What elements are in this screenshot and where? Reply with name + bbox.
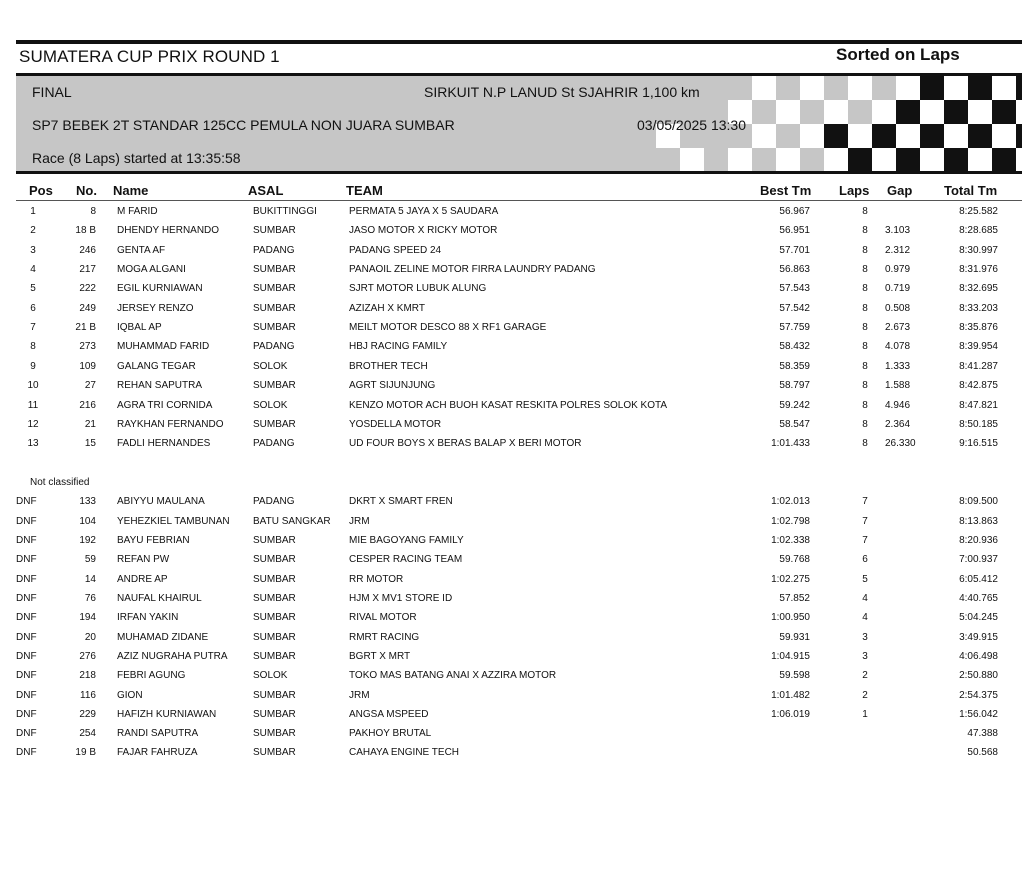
total-time-cell: 4:40.765 (959, 593, 998, 604)
pos-cell: 13 (27, 438, 39, 449)
best-time-cell: 59.242 (779, 400, 810, 411)
pos-cell: DNF (16, 593, 37, 604)
result-row (0, 359, 1024, 375)
team-cell: AGRT SIJUNJUNG (349, 380, 436, 391)
laps-cell: 8 (862, 225, 868, 236)
race-start-info: Race (8 Laps) started at 13:35:58 (32, 150, 241, 166)
laps-cell: 8 (862, 245, 868, 256)
class-label: SP7 BEBEK 2T STANDAR 125CC PEMULA NON JUARA SUMBAR (32, 117, 455, 133)
pos-cell: 12 (27, 419, 39, 430)
result-row (0, 417, 1024, 433)
col-team: TEAM (346, 183, 383, 198)
total-time-cell: 2:54.375 (959, 690, 998, 701)
laps-cell: 8 (862, 341, 868, 352)
rider-name-cell: MOGA ALGANI (117, 264, 186, 275)
pos-cell: DNF (16, 516, 37, 527)
gap-cell: 1.588 (885, 380, 911, 391)
result-row (0, 378, 1024, 394)
rider-name-cell: RAYKHAN FERNANDO (117, 419, 224, 430)
total-time-cell: 6:05.412 (959, 574, 998, 585)
rider-name-cell: AGRA TRI CORNIDA (117, 400, 213, 411)
best-time-cell: 58.432 (779, 341, 810, 352)
pos-cell: DNF (16, 554, 37, 565)
best-time-cell: 58.359 (779, 361, 810, 372)
event-title: SUMATERA CUP PRIX ROUND 1 (19, 47, 280, 66)
team-cell: SJRT MOTOR LUBUK ALUNG (349, 283, 487, 294)
number-cell: 14 (84, 574, 96, 585)
number-cell: 21 (84, 419, 96, 430)
dnf-row (0, 514, 1024, 530)
laps-cell: 7 (862, 516, 868, 527)
gap-cell: 1.333 (885, 361, 911, 372)
best-time-cell: 58.797 (779, 380, 810, 391)
col-asal: ASAL (248, 183, 284, 198)
best-time-cell: 59.768 (779, 554, 810, 565)
team-cell: TOKO MAS BATANG ANAI X AZZIRA MOTOR (349, 670, 557, 681)
origin-cell: SUMBAR (253, 632, 296, 643)
pos-cell: DNF (16, 496, 37, 507)
total-time-cell: 8:32.695 (959, 283, 998, 294)
circuit-label: SIRKUIT N.P LANUD St SJAHRIR 1,100 km (424, 84, 700, 100)
number-cell: 21 B (75, 322, 96, 333)
number-cell: 194 (79, 612, 96, 623)
col-best: Best Tm (760, 183, 812, 198)
result-row (0, 243, 1024, 259)
origin-cell: SUMBAR (253, 303, 296, 314)
team-cell: BGRT X MRT (349, 651, 411, 662)
team-cell: JRM (349, 690, 370, 701)
rider-name-cell: FEBRI AGUNG (117, 670, 186, 681)
number-cell: 76 (84, 593, 96, 604)
team-cell: CAHAYA ENGINE TECH (349, 747, 460, 758)
total-time-cell: 8:41.287 (959, 361, 998, 372)
gap-cell: 2.364 (885, 419, 911, 430)
dnf-row (0, 610, 1024, 626)
total-time-cell: 8:28.685 (959, 225, 998, 236)
gap-cell: 0.719 (885, 283, 911, 294)
number-cell: 18 B (75, 225, 96, 236)
laps-cell: 2 (862, 690, 868, 701)
pos-cell: 10 (27, 380, 39, 391)
best-time-cell: 1:06.019 (771, 709, 810, 720)
total-time-cell: 8:31.976 (959, 264, 998, 275)
origin-cell: SUMBAR (253, 283, 296, 294)
laps-cell: 8 (862, 400, 868, 411)
rider-name-cell: JERSEY RENZO (117, 303, 194, 314)
total-time-cell: 8:25.582 (959, 206, 998, 217)
origin-cell: SUMBAR (253, 747, 296, 758)
dnf-row (0, 630, 1024, 646)
origin-cell: SUMBAR (253, 380, 296, 391)
rider-name-cell: IQBAL AP (117, 322, 162, 333)
team-cell: ANGSA MSPEED (349, 709, 429, 720)
total-time-cell: 7:00.937 (959, 554, 998, 565)
laps-cell: 8 (862, 283, 868, 294)
number-cell: 218 (79, 670, 96, 681)
dnf-row (0, 707, 1024, 723)
origin-cell: SUMBAR (253, 728, 296, 739)
result-row (0, 262, 1024, 278)
total-time-cell: 8:13.863 (959, 516, 998, 527)
team-cell: BROTHER TECH (349, 361, 428, 372)
dnf-row (0, 572, 1024, 588)
laps-cell: 7 (862, 496, 868, 507)
rider-name-cell: MUHAMAD ZIDANE (117, 632, 209, 643)
rider-name-cell: FAJAR FAHRUZA (117, 747, 198, 758)
team-cell: HBJ RACING FAMILY (349, 341, 448, 352)
pos-cell: DNF (16, 690, 37, 701)
laps-cell: 4 (862, 593, 868, 604)
total-time-cell: 8:30.997 (959, 245, 998, 256)
total-time-cell: 47.388 (967, 728, 998, 739)
best-time-cell: 56.951 (779, 225, 810, 236)
team-cell: PERMATA 5 JAYA X 5 SAUDARA (349, 206, 499, 217)
best-time-cell: 1:02.013 (771, 496, 810, 507)
laps-cell: 8 (862, 206, 868, 217)
col-laps: Laps (839, 183, 870, 198)
gap-cell: 0.508 (885, 303, 911, 314)
gap-cell: 4.946 (885, 400, 911, 411)
team-cell: PANAOIL ZELINE MOTOR FIRRA LAUNDRY PADANG (349, 264, 596, 275)
best-time-cell: 59.931 (779, 632, 810, 643)
pos-cell: DNF (16, 574, 37, 585)
total-time-cell: 8:35.876 (959, 322, 998, 333)
total-time-cell: 9:16.515 (959, 438, 998, 449)
best-time-cell: 56.863 (779, 264, 810, 275)
dnf-row (0, 688, 1024, 704)
pos-cell: 8 (30, 341, 36, 352)
pos-cell: 9 (30, 361, 36, 372)
gap-cell: 26.330 (885, 438, 916, 449)
number-cell: 8 (90, 206, 96, 217)
origin-cell: SUMBAR (253, 574, 296, 585)
laps-cell: 8 (862, 438, 868, 449)
best-time-cell: 1:00.950 (771, 612, 810, 623)
not-classified-label: Not classified (30, 477, 90, 488)
dnf-row (0, 649, 1024, 665)
dnf-row (0, 591, 1024, 607)
team-cell: PAKHOY BRUTAL (349, 728, 432, 739)
dnf-row (0, 552, 1024, 568)
result-row (0, 301, 1024, 317)
total-time-cell: 8:50.185 (959, 419, 998, 430)
team-cell: RR MOTOR (349, 574, 404, 585)
rider-name-cell: M FARID (117, 206, 158, 217)
result-row (0, 281, 1024, 297)
team-cell: PADANG SPEED 24 (349, 245, 442, 256)
rider-name-cell: IRFAN YAKIN (117, 612, 179, 623)
team-cell: MIE BAGOYANG FAMILY (349, 535, 464, 546)
result-row (0, 204, 1024, 220)
rider-name-cell: EGIL KURNIAWAN (117, 283, 203, 294)
pos-cell: DNF (16, 709, 37, 720)
pos-cell: DNF (16, 670, 37, 681)
pos-cell: DNF (16, 728, 37, 739)
best-time-cell: 1:02.338 (771, 535, 810, 546)
best-time-cell: 57.759 (779, 322, 810, 333)
result-row (0, 223, 1024, 239)
team-cell: KENZO MOTOR ACH BUOH KASAT RESKITA POLRES SOLOK KOTA (349, 400, 668, 411)
rider-name-cell: NAUFAL KHAIRUL (117, 593, 202, 604)
origin-cell: SUMBAR (253, 593, 296, 604)
result-row (0, 436, 1024, 452)
col-no: No. (76, 183, 97, 198)
rider-name-cell: AZIZ NUGRAHA PUTRA (117, 651, 228, 662)
best-time-cell: 57.852 (779, 593, 810, 604)
rider-name-cell: REFAN PW (117, 554, 170, 565)
result-row (0, 339, 1024, 355)
number-cell: 276 (79, 651, 96, 662)
team-cell: AZIZAH X KMRT (349, 303, 425, 314)
number-cell: 20 (84, 632, 96, 643)
best-time-cell: 58.547 (779, 419, 810, 430)
origin-cell: SOLOK (253, 400, 288, 411)
number-cell: 273 (79, 341, 96, 352)
dnf-row (0, 494, 1024, 510)
team-cell: UD FOUR BOYS X BERAS BALAP X BERI MOTOR (349, 438, 582, 449)
origin-cell: SUMBAR (253, 612, 296, 623)
number-cell: 216 (79, 400, 96, 411)
pos-cell: 7 (30, 322, 36, 333)
laps-cell: 6 (862, 554, 868, 565)
origin-cell: SUMBAR (253, 264, 296, 275)
origin-cell: PADANG (253, 496, 295, 507)
rider-name-cell: ABIYYU MAULANA (117, 496, 205, 507)
number-cell: 133 (79, 496, 96, 507)
number-cell: 229 (79, 709, 96, 720)
col-pos: Pos (29, 183, 53, 198)
number-cell: 217 (79, 264, 96, 275)
team-cell: JRM (349, 516, 370, 527)
laps-cell: 7 (862, 535, 868, 546)
best-time-cell: 59.598 (779, 670, 810, 681)
pos-cell: DNF (16, 747, 37, 758)
total-time-cell: 1:56.042 (959, 709, 998, 720)
gap-cell: 3.103 (885, 225, 911, 236)
total-time-cell: 5:04.245 (959, 612, 998, 623)
team-cell: CESPER RACING TEAM (349, 554, 463, 565)
team-cell: HJM X MV1 STORE ID (349, 593, 453, 604)
dnf-row (0, 726, 1024, 742)
number-cell: 109 (79, 361, 96, 372)
best-time-cell: 1:01.433 (771, 438, 810, 449)
rider-name-cell: YEHEZKIEL TAMBUNAN (117, 516, 230, 527)
pos-cell: 5 (30, 283, 36, 294)
laps-cell: 3 (862, 651, 868, 662)
laps-cell: 8 (862, 380, 868, 391)
total-time-cell: 8:39.954 (959, 341, 998, 352)
rider-name-cell: RANDI SAPUTRA (117, 728, 199, 739)
origin-cell: SUMBAR (253, 709, 296, 720)
rider-name-cell: FADLI HERNANDES (117, 438, 211, 449)
pos-cell: DNF (16, 632, 37, 643)
best-time-cell: 57.543 (779, 283, 810, 294)
total-time-cell: 3:49.915 (959, 632, 998, 643)
result-row (0, 398, 1024, 414)
rider-name-cell: MUHAMMAD FARID (117, 341, 210, 352)
total-time-cell: 8:33.203 (959, 303, 998, 314)
number-cell: 192 (79, 535, 96, 546)
origin-cell: SUMBAR (253, 651, 296, 662)
best-time-cell: 1:04.915 (771, 651, 810, 662)
pos-cell: 6 (30, 303, 36, 314)
best-time-cell: 57.542 (779, 303, 810, 314)
rider-name-cell: GION (117, 690, 143, 701)
pos-cell: DNF (16, 612, 37, 623)
number-cell: 249 (79, 303, 96, 314)
best-time-cell: 56.967 (779, 206, 810, 217)
col-total: Total Tm (944, 183, 998, 198)
laps-cell: 8 (862, 419, 868, 430)
origin-cell: PADANG (253, 341, 295, 352)
number-cell: 19 B (75, 747, 96, 758)
pos-cell: 3 (30, 245, 36, 256)
team-cell: JASO MOTOR X RICKY MOTOR (349, 225, 498, 236)
total-time-cell: 8:20.936 (959, 535, 998, 546)
origin-cell: SUMBAR (253, 535, 296, 546)
rider-name-cell: BAYU FEBRIAN (117, 535, 190, 546)
team-cell: YOSDELLA MOTOR (349, 419, 442, 430)
sorted-label: Sorted on Laps (836, 45, 960, 64)
total-time-cell: 8:47.821 (959, 400, 998, 411)
laps-cell: 2 (862, 670, 868, 681)
pos-cell: 4 (30, 264, 36, 275)
dnf-row (0, 533, 1024, 549)
pos-cell: 2 (30, 225, 36, 236)
team-cell: MEILT MOTOR DESCO 88 X RF1 GARAGE (349, 322, 547, 333)
team-cell: RMRT RACING (349, 632, 420, 643)
rider-name-cell: GALANG TEGAR (117, 361, 196, 372)
col-name: Name (113, 183, 149, 198)
rider-name-cell: HAFIZH KURNIAWAN (117, 709, 217, 720)
origin-cell: SOLOK (253, 670, 288, 681)
race-datetime: 03/05/2025 13:30 (637, 117, 746, 133)
number-cell: 27 (84, 380, 96, 391)
origin-cell: SOLOK (253, 361, 288, 372)
rider-name-cell: GENTA AF (117, 245, 166, 256)
number-cell: 116 (80, 690, 96, 701)
pos-cell: DNF (16, 535, 37, 546)
best-time-cell: 1:02.275 (771, 574, 810, 585)
rider-name-cell: REHAN SAPUTRA (117, 380, 203, 391)
number-cell: 15 (84, 438, 96, 449)
team-cell: DKRT X SMART FREN (349, 496, 453, 507)
dnf-row (0, 668, 1024, 684)
rider-name-cell: ANDRE AP (117, 574, 168, 585)
number-cell: 222 (79, 283, 96, 294)
laps-cell: 8 (862, 303, 868, 314)
total-time-cell: 2:50.880 (959, 670, 998, 681)
number-cell: 246 (79, 245, 96, 256)
total-time-cell: 8:09.500 (959, 496, 998, 507)
team-cell: RIVAL MOTOR (349, 612, 417, 623)
laps-cell: 5 (862, 574, 868, 585)
origin-cell: SUMBAR (253, 322, 296, 333)
origin-cell: BATU SANGKAR (253, 516, 331, 527)
best-time-cell: 1:01.482 (771, 690, 810, 701)
total-time-cell: 4:06.498 (959, 651, 998, 662)
dnf-row (0, 745, 1024, 761)
origin-cell: SUMBAR (253, 419, 296, 430)
number-cell: 104 (79, 516, 96, 527)
number-cell: 254 (79, 728, 96, 739)
col-gap: Gap (887, 183, 913, 198)
session-label: FINAL (32, 84, 72, 100)
origin-cell: BUKITTINGGI (253, 206, 317, 217)
laps-cell: 8 (862, 264, 868, 275)
total-time-cell: 8:42.875 (959, 380, 998, 391)
pos-cell: DNF (16, 651, 37, 662)
gap-cell: 4.078 (885, 341, 911, 352)
number-cell: 59 (84, 554, 96, 565)
laps-cell: 8 (862, 322, 868, 333)
origin-cell: SUMBAR (253, 690, 296, 701)
laps-cell: 1 (862, 709, 868, 720)
origin-cell: SUMBAR (253, 554, 296, 565)
best-time-cell: 57.701 (779, 245, 810, 256)
laps-cell: 8 (862, 361, 868, 372)
gap-cell: 0.979 (885, 264, 911, 275)
gap-cell: 2.312 (885, 245, 911, 256)
origin-cell: SUMBAR (253, 225, 296, 236)
result-row (0, 320, 1024, 336)
rider-name-cell: DHENDY HERNANDO (117, 225, 220, 236)
origin-cell: PADANG (253, 245, 295, 256)
laps-cell: 3 (862, 632, 868, 643)
pos-cell: 1 (30, 206, 36, 217)
best-time-cell: 1:02.798 (771, 516, 810, 527)
gap-cell: 2.673 (885, 322, 911, 333)
laps-cell: 4 (862, 612, 868, 623)
total-time-cell: 50.568 (967, 747, 998, 758)
origin-cell: PADANG (253, 438, 295, 449)
pos-cell: 11 (27, 400, 39, 411)
